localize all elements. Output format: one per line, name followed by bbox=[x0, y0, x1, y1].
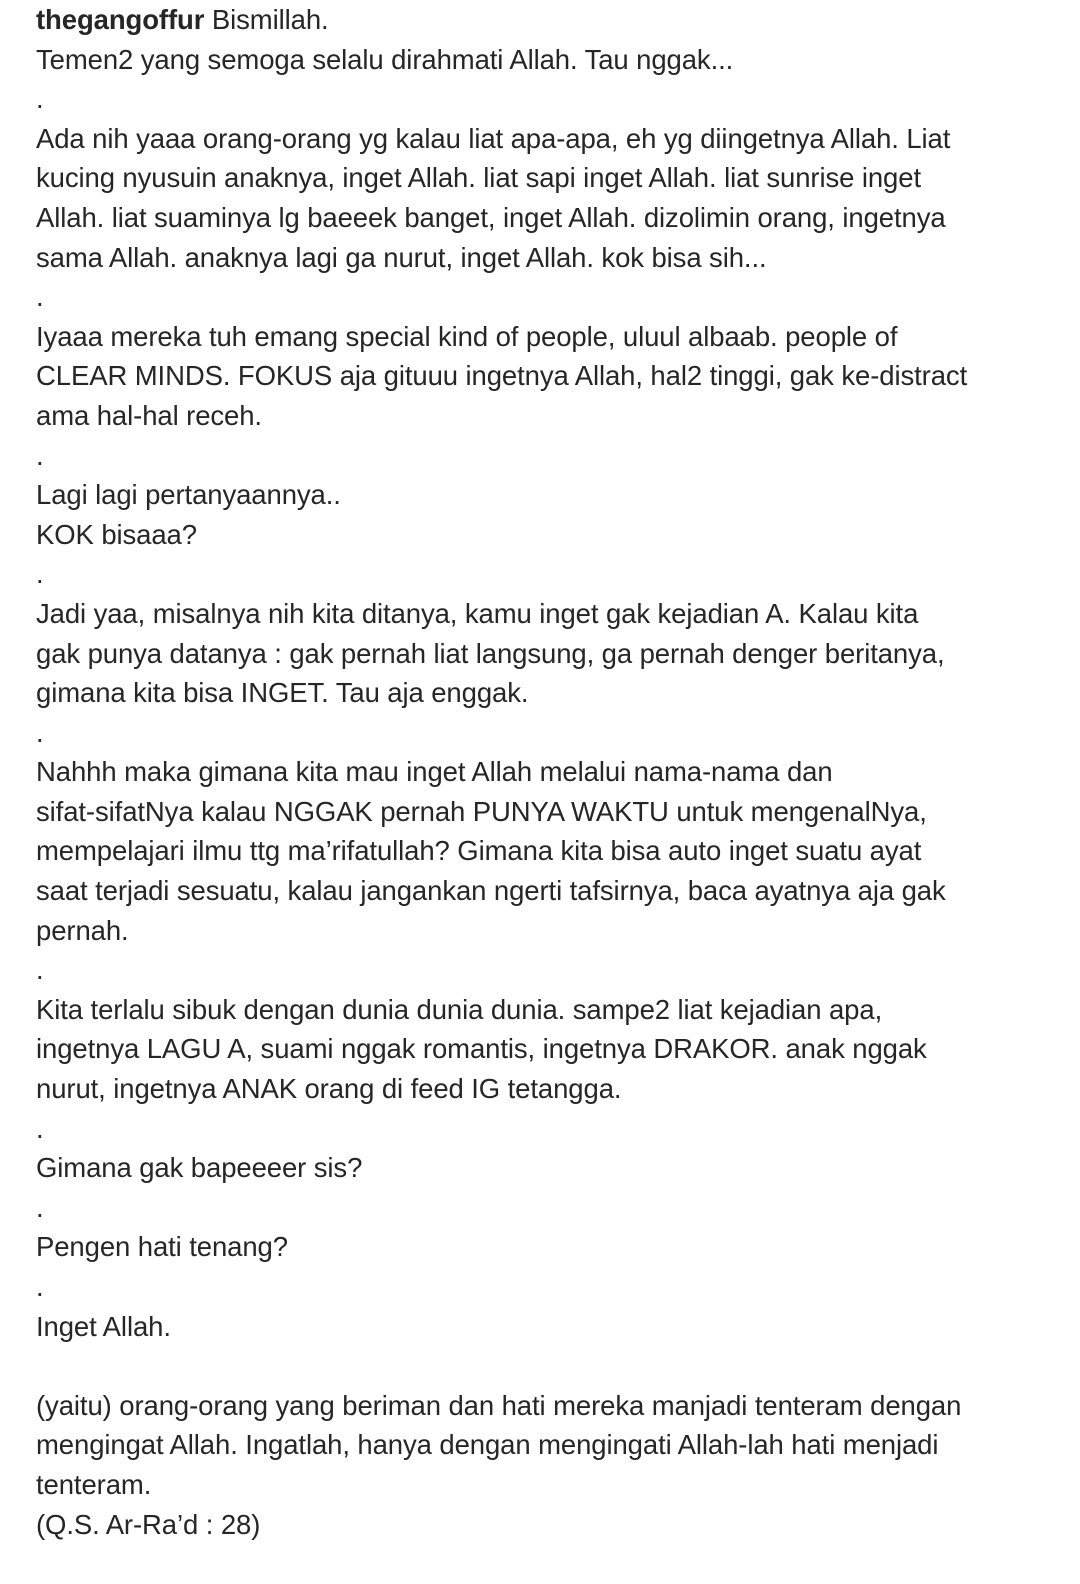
caption-separator-dot: . bbox=[36, 1191, 44, 1223]
caption-line: Nahhh maka gimana kita mau inget Allah melalui nama-nama dan bbox=[36, 756, 833, 788]
caption-first-line bbox=[36, 0, 1046, 40]
caption-separator-dot: . bbox=[36, 281, 44, 313]
caption-line: Allah. liat suaminya lg baeeek banget, inget Allah. dizolimin orang, ingetnya bbox=[36, 201, 946, 233]
caption-line: Kita terlalu sibuk dengan dunia dunia dunia. sampe2 liat kejadian apa, bbox=[36, 993, 883, 1025]
post-caption bbox=[36, 0, 1046, 1544]
caption-line: Temen2 yang semoga selalu dirahmati Allah. Tau nggak... bbox=[36, 43, 734, 75]
caption-line: Ada nih yaaa orang-orang yg kalau liat apa-apa, eh yg diingetnya Allah. Liat bbox=[36, 122, 951, 154]
caption-text: Bismillah. bbox=[211, 4, 329, 35]
caption-line: (Q.S. Ar-Ra’d : 28) bbox=[36, 1508, 261, 1540]
caption-line: Pengen hati tenang? bbox=[36, 1231, 288, 1263]
caption-line bbox=[36, 1346, 1046, 1386]
caption-line: pernah. bbox=[36, 914, 129, 946]
caption-separator-dot: . bbox=[36, 558, 44, 590]
caption-line: sama Allah. anaknya lagi ga nurut, inget Allah. kok bisa sih... bbox=[36, 241, 767, 273]
caption-line: Iyaaa mereka tuh emang special kind of people, uluul albaab. people of bbox=[36, 320, 898, 352]
caption-line: nurut, ingetnya ANAK orang di feed IG tetangga. bbox=[36, 1073, 622, 1105]
caption-separator-dot: . bbox=[36, 83, 44, 115]
caption-line: saat terjadi sesuatu, kalau jangankan ngerti tafsirnya, baca ayatnya aja gak bbox=[36, 875, 946, 907]
caption-line: sifat-sifatNya kalau NGGAK pernah PUNYA WAKTU untuk mengenalNya, bbox=[36, 795, 927, 827]
caption-separator-dot: . bbox=[36, 716, 44, 748]
caption-line: Lagi lagi pertanyaannya.. bbox=[36, 479, 341, 511]
username-link[interactable]: thegangoffur bbox=[36, 4, 205, 35]
caption-line: ama hal-hal receh. bbox=[36, 399, 262, 431]
caption-line: mempelajari ilmu ttg ma’rifatullah? Gimana kita bisa auto inget suatu ayat bbox=[36, 835, 922, 867]
caption-separator-dot: . bbox=[36, 1112, 44, 1144]
caption-line: Inget Allah. bbox=[36, 1310, 171, 1342]
caption-line: CLEAR MINDS. FOKUS aja gituuu ingetnya Allah, hal2 tinggi, gak ke-distract bbox=[36, 360, 968, 392]
caption-line: Gimana gak bapeeeer sis? bbox=[36, 1152, 363, 1184]
caption-line: tenteram. bbox=[36, 1468, 152, 1500]
caption-line: kucing nyusuin anaknya, inget Allah. liat sapi inget Allah. liat sunrise inget bbox=[36, 162, 921, 194]
caption-line: Jadi yaa, misalnya nih kita ditanya, kamu inget gak kejadian A. Kalau kita bbox=[36, 597, 919, 629]
caption-separator-dot: . bbox=[36, 954, 44, 986]
caption-line: gimana kita bisa INGET. Tau aja enggak. bbox=[36, 677, 529, 709]
caption-line: ingetnya LAGU A, suami nggak romantis, ingetnya DRAKOR. anak nggak bbox=[36, 1033, 927, 1065]
caption-separator-dot: . bbox=[36, 1271, 44, 1302]
caption-line: mengingat Allah. Ingatlah, hanya dengan mengingati Allah-lah hati menjadi bbox=[36, 1429, 939, 1461]
caption-separator-dot: . bbox=[36, 439, 44, 471]
caption-line: KOK bisaaa? bbox=[36, 518, 197, 550]
caption-body bbox=[36, 40, 1046, 1545]
caption-line: gak punya datanya : gak pernah liat langsung, ga pernah denger beritanya, bbox=[36, 637, 945, 669]
caption-line: (yaitu) orang-orang yang beriman dan hati mereka manjadi tenteram dengan bbox=[36, 1389, 962, 1421]
